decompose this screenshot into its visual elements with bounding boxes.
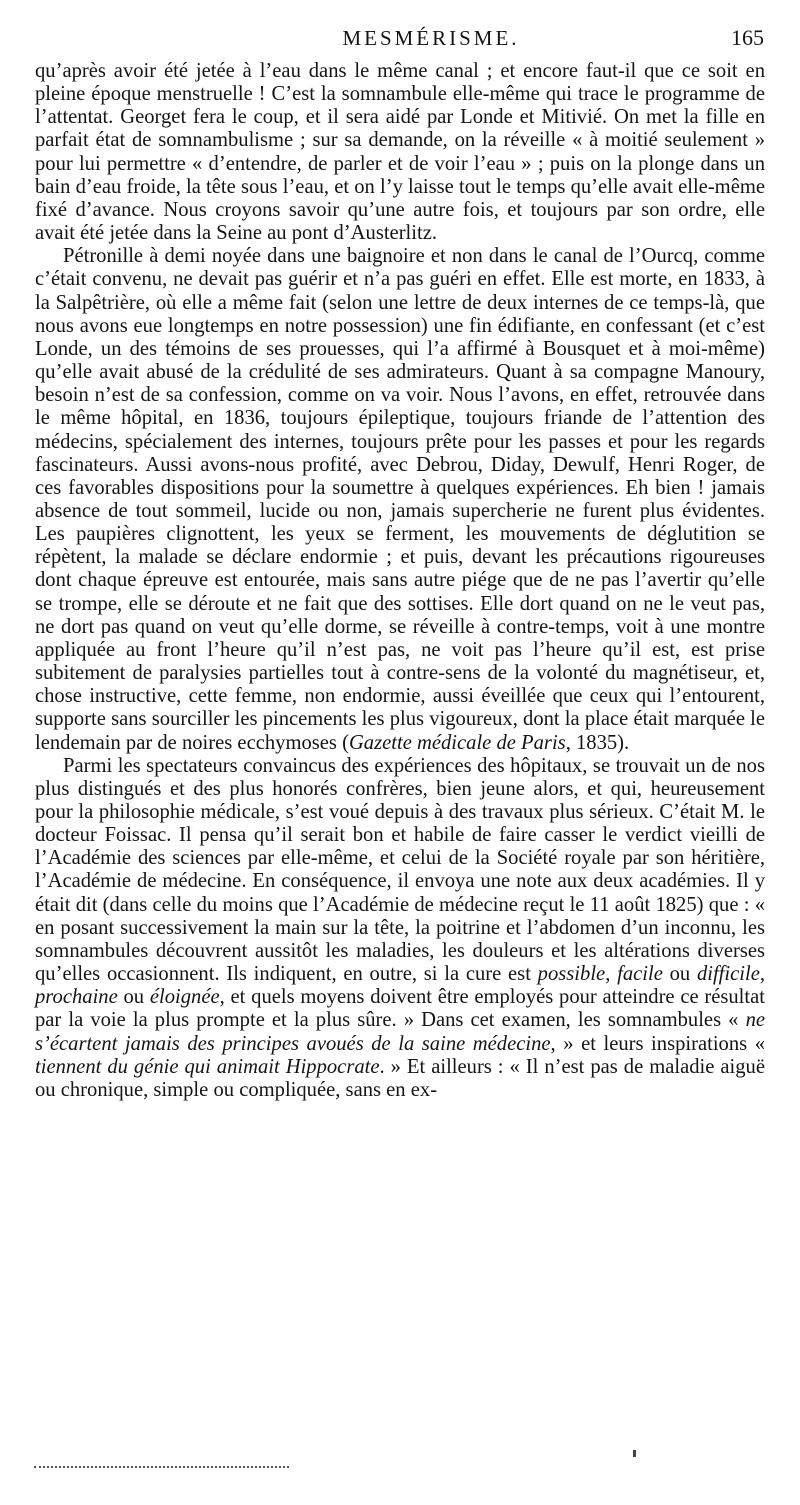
- paragraph: [35, 60, 765, 245]
- text-run: ,: [759, 963, 766, 986]
- text-run: qu’après avoir été jetée à l’eau dans le même canal ; et encore faut-il que ce soit en pleine époque menstruelle ! C’est la somnambule elle-même qui trace le programme de l’attentat. Georget fera le coup, et il sera aidé par Londe et Mitivié. On met la fille en parfait état de somnambulisme ; sur sa demande, on la réveille « à moitié seulement » pour lui permettre « d’entendre, de parler et de voir l’eau » ; puis on la plonge dans un bain d’eau froide, la tête sous l’eau, et on l’y laisse tout le temps qu’elle avait elle-même fixé d’avance. Nous croyons savoir qu’une autre fois, et toujours par son ordre, elle avait été jetée dans la Seine au pont d’Austerlitz.: [35, 60, 765, 245]
- italic-text-run: facile: [617, 963, 663, 986]
- italic-text-run: possible: [537, 963, 606, 986]
- text-run: ou: [117, 986, 150, 1009]
- italic-text-run: difficile: [696, 963, 760, 986]
- footer-rule: [34, 1466, 289, 1468]
- text-run: Parmi les spectateurs convaincus des expériences des hôpitaux, se trouvait un de nos plus distingués et des plus honorés confrères, bien jeune alors, et qui, heureusement pour la philosophie médicale, s’est voué depuis à des travaux plus sérieux. C’était M. le docteur Foissac. Il pensa qu’il serait bon et habile de faire casser le verdict vieilli de l’Académie des sciences par elle-même, et celui de la Société royale par son héritière, l’Académie de médecine. En conséquence, il envoya une note aux deux académies. Il y était dit (dans celle du moins que l’Académie de médecine reçut le 11 août 1825) que : « en posant successivement la main sur la tête, la poitrine et l’abdomen d’un inconnu, les somnambules découvrent aussitôt les maladies, les douleurs et les altérations diverses qu’elles occasionnent. Ils indiquent, en outre, si la cure est: [35, 754, 765, 986]
- body-text: [35, 60, 765, 1102]
- italic-text-run: tiennent du génie qui animait Hippocrate: [35, 1055, 380, 1078]
- footer-mark: [633, 1450, 636, 1457]
- italic-text-run: éloignée: [149, 986, 220, 1009]
- text-run: ou: [662, 963, 697, 986]
- page-number: 165: [731, 25, 764, 50]
- running-head: [38, 18, 764, 58]
- text-run: , et quels moyens doivent être employés pour atteindre ce résultat par la voie la plus prompte et la plus sûre. » Dans cet examen, les somnambules «: [35, 986, 765, 1032]
- paragraph: [35, 755, 765, 1102]
- italic-text-run: Gazette médicale de Paris: [348, 731, 566, 754]
- text-run: , 1835).: [565, 731, 630, 754]
- text-run: ,: [605, 963, 618, 986]
- text-run: . » Et ailleurs : « Il n’est pas de maladie aiguë ou chronique, simple ou compliquée, sans en ex-: [35, 1055, 765, 1101]
- running-title: MESMÉRISME.: [342, 26, 520, 50]
- text-run: Pétronille à demi noyée dans une baignoire et non dans le canal de l’Ourcq, comme c’était convenu, ne devait pas guérir et n’a pas guéri en effet. Elle est morte, en 1833, à la Salpêtrière, où elle a même fait (selon une lettre de deux internes de ce temps-là, que nous avons eue longtemps en notre possession) une fin édifiante, en confessant (et c’est Londe, un des témoins de ses prouesses, qui l’a affirmé à Bousquet et à moi-même) qu’elle avait abusé de la crédulité de ses admirateurs. Quant à sa compagne Manoury, besoin n’est de sa confession, comme on va voir. Nous l’avons, en effet, retrouvée dans le même hôpital, en 1836, toujours épileptique, toujours friande de l’attention des médecins, spécialement des internes, toujours prête pour les passes et pour les regards fascinateurs. Aussi avons-nous profité, avec Debrou, Diday, Dewulf, Henri Roger, de ces favorables dispositions pour la soumettre à quelques expériences. Eh bien ! jamais absence de tout sommeil, lucide ou non, jamais supercherie ne furent plus évidentes. Les paupières clignottent, les yeux se ferment, les mouvements de déglutition se répètent, la malade se déclare endormie ; et puis, devant les précautions rigoureuses dont chaque épreuve est entourée, mais sans autre piége que de ne pas l’avertir qu’elle se trompe, elle se déroute et ne fait que des sottises. Elle dort quand on ne le veut pas, ne dort pas quand on veut qu’elle dorme, se réveille à contre-temps, voit à une montre appliquée au front l’heure qu’il n’est pas, ne voit pas l’heure qu’il est, est prise subitement de paralysies partielles tout à contre-sens de la volonté du magnétiseur, et, chose instructive, cette femme, non endormie, aussi éveillée que ceux qui l’entourent, supporte sans sourciller les pincements les plus vigoureux, dont la place était marquée le lendemain par de noires ecchymoses (: [35, 245, 765, 754]
- italic-text-run: prochaine: [35, 986, 118, 1009]
- text-run: , » et leurs inspirations «: [550, 1032, 765, 1055]
- italic-text-run: ne s’écartent jamais des principes avoués de la saine médecine: [35, 1009, 765, 1055]
- paragraph: [35, 245, 765, 754]
